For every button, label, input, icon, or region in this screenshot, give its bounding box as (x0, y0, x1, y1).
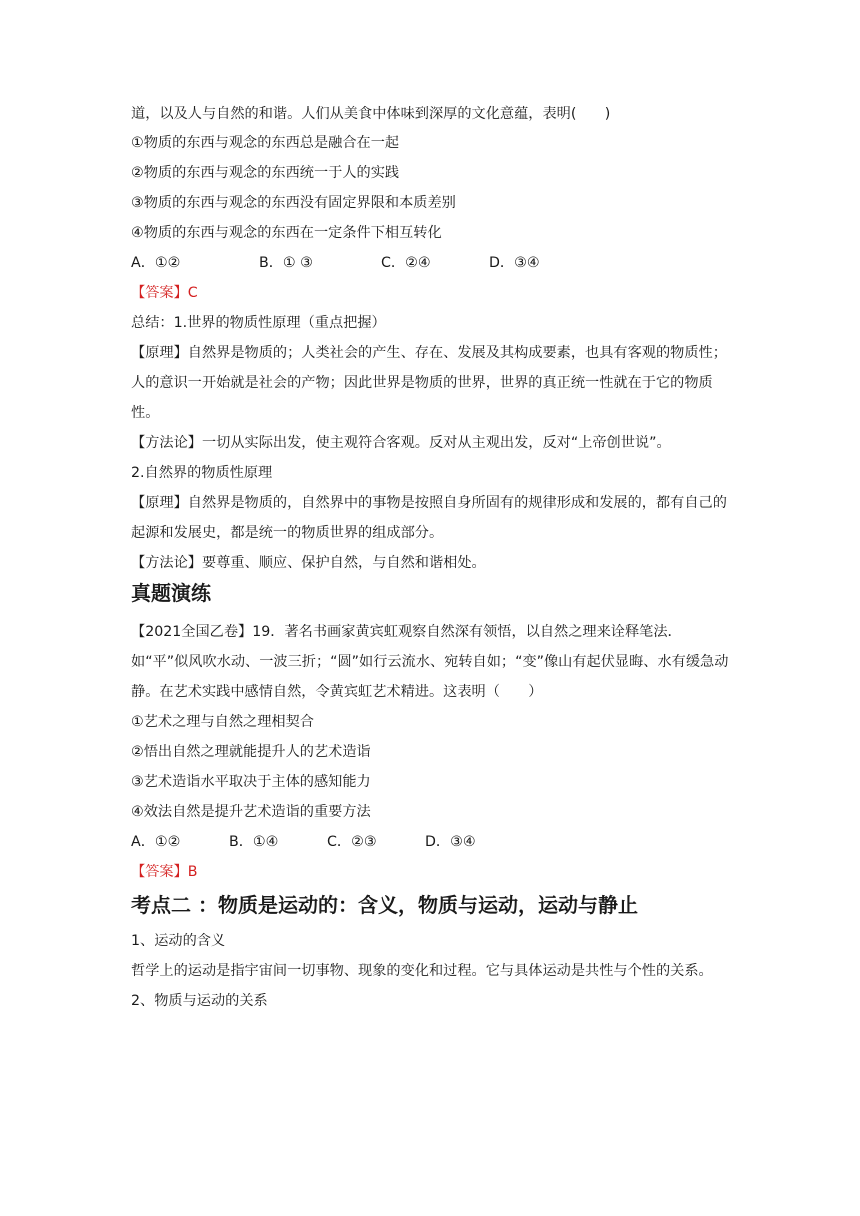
zhenti-item-1: ①艺术之理与自然之理相契合 (131, 714, 314, 730)
q1-option-a: A．①② (131, 255, 181, 271)
summary-title-2: 2.自然界的物质性原理 (131, 465, 273, 481)
q1-answer-value: C (187, 285, 198, 301)
zhenti-option-d: D．③④ (425, 834, 476, 850)
q1-item-2: ②物质的东西与观念的东西统一于人的实践 (131, 165, 400, 181)
summary-principle-2-text: 自然界是物质的，自然界中的事物是按照自身所固有的规律形成和发展的，都有自己的起源和发展史，都是统一的物质世界的组成部分。 (131, 495, 727, 541)
summary-principle-1-label: 【原理】 (131, 345, 188, 361)
summary-method-1-text: 一切从实际出发，使主观符合客观。反对从主观出发，反对“上帝创世说”。 (201, 435, 671, 451)
q1-answer-label: 【答案】 (131, 285, 188, 301)
zhenti-option-c: C．②③ (327, 834, 377, 850)
summary-method-2 (131, 553, 486, 573)
summary-method-2-text: 要尊重、顺应、保护自然，与自然和谐相处。 (201, 555, 486, 571)
zhenti-answer (131, 862, 198, 882)
q1-item-4: ④物质的东西与观念的东西在一定条件下相互转化 (131, 225, 442, 241)
summary-principle-2-label: 【原理】 (131, 495, 188, 511)
q1-option-c: C．②④ (381, 255, 431, 271)
zhenti-item-4: ④效法自然是提升艺术造诣的重要方法 (131, 804, 371, 820)
summary-principle-2 (131, 488, 731, 548)
kaodian2-heading: 考点二 ：物质是运动的：含义，物质与运动，运动与静止 (131, 893, 638, 917)
zhenti-option-b: B．①④ (229, 834, 279, 850)
kaodian2-sub-2: 2、物质与运动的关系 (131, 993, 268, 1009)
zhenti-heading: 真题演练 (131, 581, 211, 605)
zhenti-answer-label: 【答案】 (131, 864, 188, 880)
summary-method-1-label: 【方法论】 (131, 435, 202, 451)
zhenti-stem: 【2021全国乙卷】19．著名书画家黄宾虹观察自然深有领悟，以自然之理来诠释笔法．如“平”似风吹水动、一波三折；“圆”如行云流水、宛转自如；“变”像山有起伏显晦、水有缓急动静。在艺术实践中感情自然，令黄宾虹艺术精进。这表明（ ） (131, 624, 729, 700)
summary-method-2-label: 【方法论】 (131, 555, 202, 571)
summary-method-1 (131, 433, 671, 453)
summary-principle-1 (131, 338, 731, 428)
q1-option-d: D．③④ (489, 255, 540, 271)
kaodian2-sub-1: 1、运动的含义 (131, 933, 226, 949)
kaodian2-text-1: 哲学上的运动是指宇宙间一切事物、现象的变化和过程。它与具体运动是共性与个性的关系。 (131, 963, 713, 979)
zhenti-answer-value: B (187, 864, 198, 880)
zhenti-item-2: ②悟出自然之理就能提升人的艺术造诣 (131, 744, 371, 760)
q1-option-b: B．① ③ (259, 255, 313, 271)
summary-title: 总结：1.世界的物质性原理（重点把握） (131, 315, 386, 331)
summary-principle-1-text: 自然界是物质的；人类社会的产生、存在、发展及其构成要素，也具有客观的物质性；人的意识一开始就是社会的产物；因此世界是物质的世界，世界的真正统一性就在于它的物质性。 (131, 345, 727, 421)
zhenti-item-3: ③艺术造诣水平取决于主体的感知能力 (131, 774, 371, 790)
q1-stem-tail: 道，以及人与自然的和谐。人们从美食中体味到深厚的文化意蕴，表明( ) (131, 106, 611, 122)
q1-item-3: ③物质的东西与观念的东西没有固定界限和本质差别 (131, 195, 456, 211)
q1-item-1: ①物质的东西与观念的东西总是融合在一起 (131, 135, 400, 151)
q1-answer (131, 283, 198, 303)
zhenti-option-a: A．①② (131, 834, 181, 850)
